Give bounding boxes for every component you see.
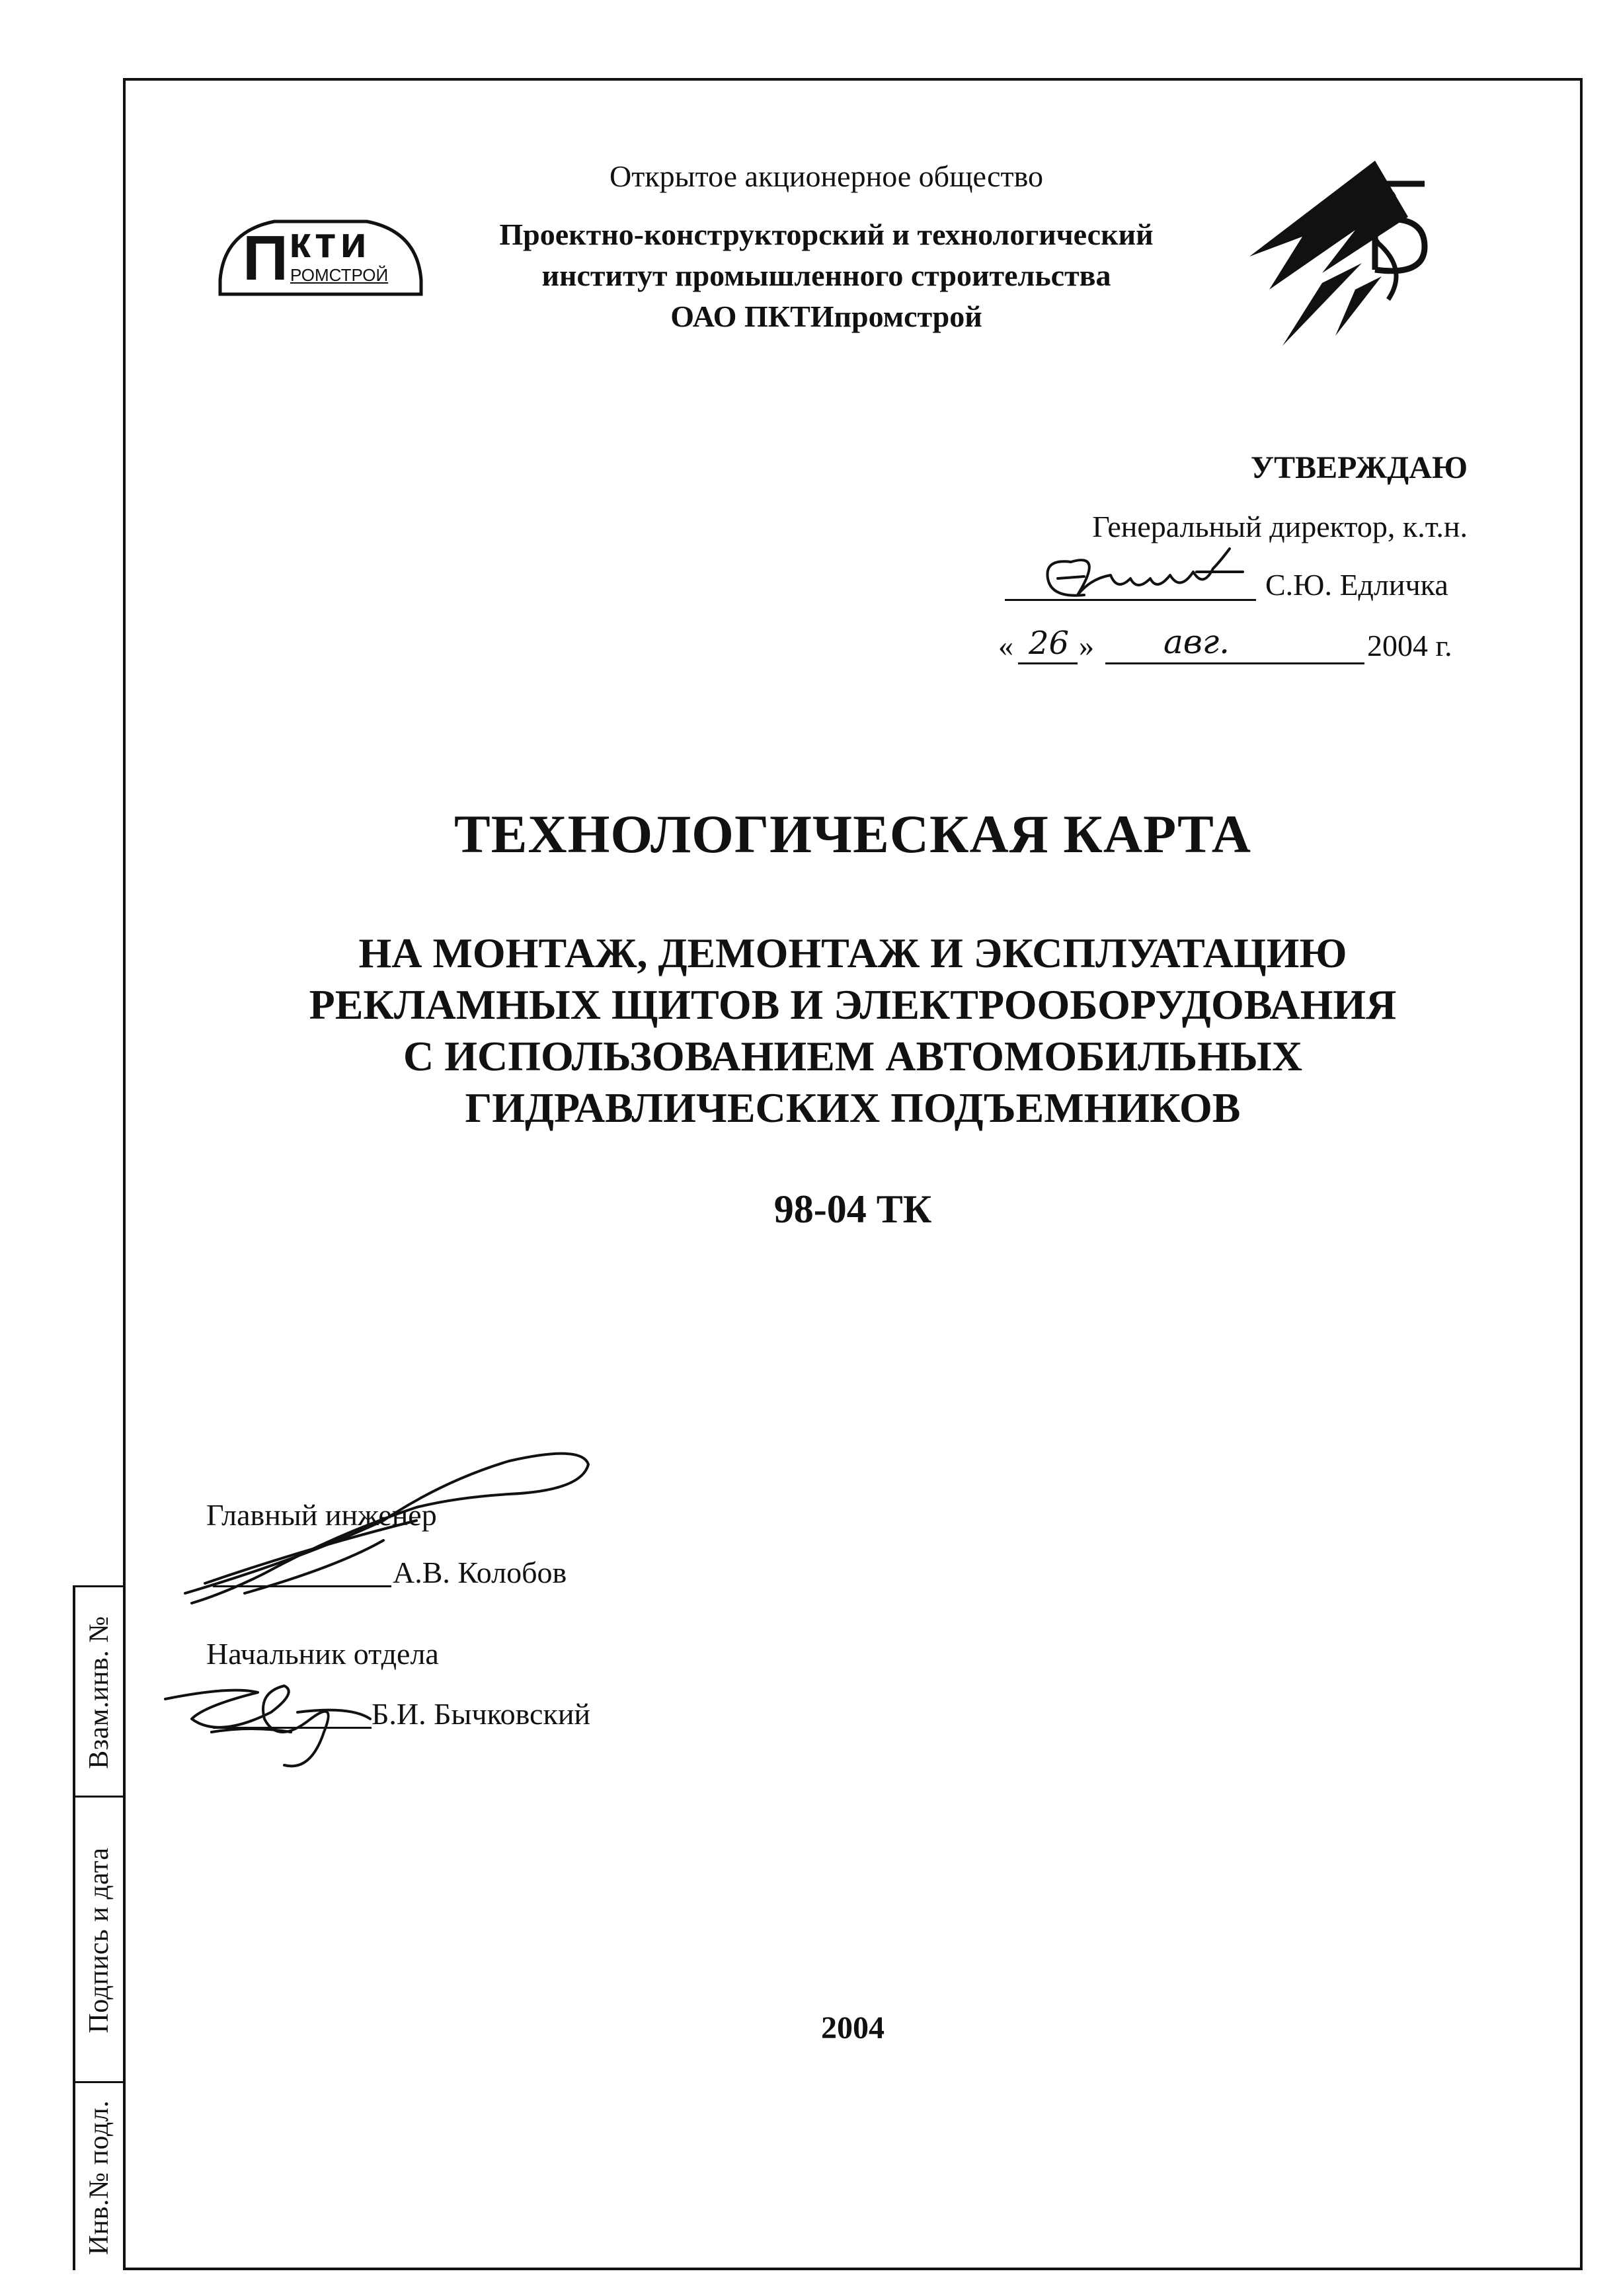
- document-subtitle-line1: НА МОНТАЖ, ДЕМОНТАЖ И ЭКСПЛУАТАЦИЮ: [358, 930, 1347, 976]
- chief-engineer-title: Главный инженер: [206, 1498, 437, 1532]
- page-frame: [123, 78, 1583, 2270]
- org-name-line2: Проектно-конструкторский и технологический: [499, 218, 1154, 251]
- dept-head-signature: [152, 1646, 403, 1778]
- logo-letter-p: П: [243, 223, 288, 294]
- director-position: Генеральный директор, к.т.н.: [1092, 510, 1468, 543]
- chief-engineer-signature: [165, 1441, 615, 1613]
- chief-engineer-name: А.В. Колобов: [393, 1556, 567, 1589]
- document-subtitle-line4: ГИДРАВЛИЧЕСКИХ ПОДЪЕМНИКОВ: [465, 1084, 1241, 1131]
- stamp-cell-inventory: [73, 2081, 126, 2272]
- dept-head-title: Начальник отдела: [206, 1637, 439, 1671]
- emblem-logo: [1243, 157, 1461, 349]
- document-year: 2004: [821, 2010, 885, 2045]
- logo-letters-kti: кти: [289, 218, 371, 266]
- approval-date-open-quote: «: [998, 629, 1013, 662]
- stamp-cell-replacement: [73, 1585, 126, 1798]
- stamp-label-signature: Подпись и дата: [84, 1847, 114, 2034]
- date-day-underline: [1018, 662, 1078, 664]
- document-title: ТЕХНОЛОГИЧЕСКАЯ КАРТА: [454, 804, 1251, 864]
- document-code: 98-04 ТК: [773, 1187, 932, 1231]
- stamp-label-inventory: Инв.№ подл.: [84, 2100, 114, 2256]
- org-name-line4: ОАО ПКТИпромстрой: [670, 299, 982, 333]
- approval-date-month: авг.: [1163, 623, 1230, 661]
- document-subtitle-line3: С ИСПОЛЬЗОВАНИЕМ АВТОМОБИЛЬНЫХ: [403, 1033, 1303, 1080]
- stamp-cell-signature: [73, 1796, 126, 2083]
- document-subtitle-line2: РЕКЛАМНЫХ ЩИТОВ И ЭЛЕКТРООБОРУДОВАНИЯ: [309, 981, 1397, 1028]
- approval-heading: УТВЕРЖДАЮ: [1250, 450, 1468, 485]
- approval-date-day: 26: [1029, 625, 1070, 662]
- stamp-label-replacement: Взам.инв. №: [84, 1616, 114, 1769]
- logo-text-romstroy: РОМСТРОЙ: [290, 265, 389, 285]
- approval-date-year: 2004 г.: [1367, 629, 1452, 662]
- date-month-underline: [1105, 662, 1364, 664]
- approval-date-close-quote: »: [1079, 629, 1094, 662]
- director-signature: [1031, 542, 1256, 608]
- director-name: С.Ю. Едличка: [1265, 568, 1448, 602]
- dept-head-name: Б.И. Бычковский: [372, 1697, 591, 1731]
- org-name-line3: институт промышленного строительства: [541, 258, 1111, 292]
- org-name-line1: Открытое акционерное общество: [610, 159, 1043, 193]
